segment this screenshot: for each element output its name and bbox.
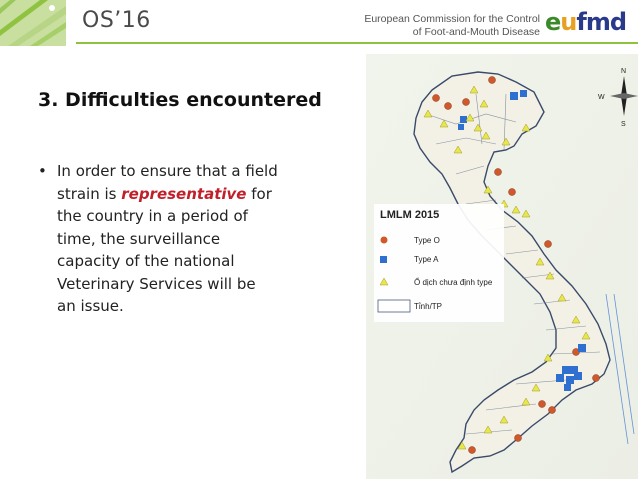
bullet-item xyxy=(38,160,278,318)
legend-province: Tỉnh/TP xyxy=(414,302,443,311)
header-rule xyxy=(76,42,638,44)
compass-west: W xyxy=(598,94,605,101)
compass-north: N xyxy=(621,68,627,75)
legend-type-o-marker xyxy=(381,237,388,244)
outbreak-map xyxy=(366,54,638,479)
slide-header xyxy=(0,0,638,50)
slide-title: 3. Difficulties encountered xyxy=(38,89,322,111)
eufmd-logo-e: e xyxy=(545,8,561,36)
legend-title: LMLM 2015 xyxy=(380,209,440,221)
eufmd-logo xyxy=(545,8,626,36)
legend-type-a-marker xyxy=(380,256,387,263)
bullet-text-pre: In order to ensure that a field strain is xyxy=(57,162,278,203)
legend-province-marker xyxy=(378,300,410,312)
legend-untyped: Ổ dịch chưa định type xyxy=(414,278,493,287)
bullet-text-post: for the country in a period of time, the surveillance capacity of the national Veterinary Services will be an issue. xyxy=(57,184,272,315)
commission-line-1: European Commission for the Control xyxy=(364,13,540,25)
eufmd-logo-fmd: fmd xyxy=(576,8,627,36)
eufmd-logo-u: u xyxy=(560,8,577,36)
legend-type-a: Type A xyxy=(414,255,439,264)
os16-logo: OS’16 xyxy=(82,8,151,33)
corner-decoration-icon xyxy=(0,0,66,46)
commission-name xyxy=(364,13,540,39)
map-legend xyxy=(374,204,504,322)
legend-type-o: Type O xyxy=(414,236,440,245)
bullet-text xyxy=(57,160,278,318)
bullet-symbol: • xyxy=(38,162,47,180)
compass-south: S xyxy=(621,121,626,128)
commission-line-2: of Foot-and-Mouth Disease xyxy=(412,26,540,38)
bullet-emphasis: representative xyxy=(121,184,247,203)
